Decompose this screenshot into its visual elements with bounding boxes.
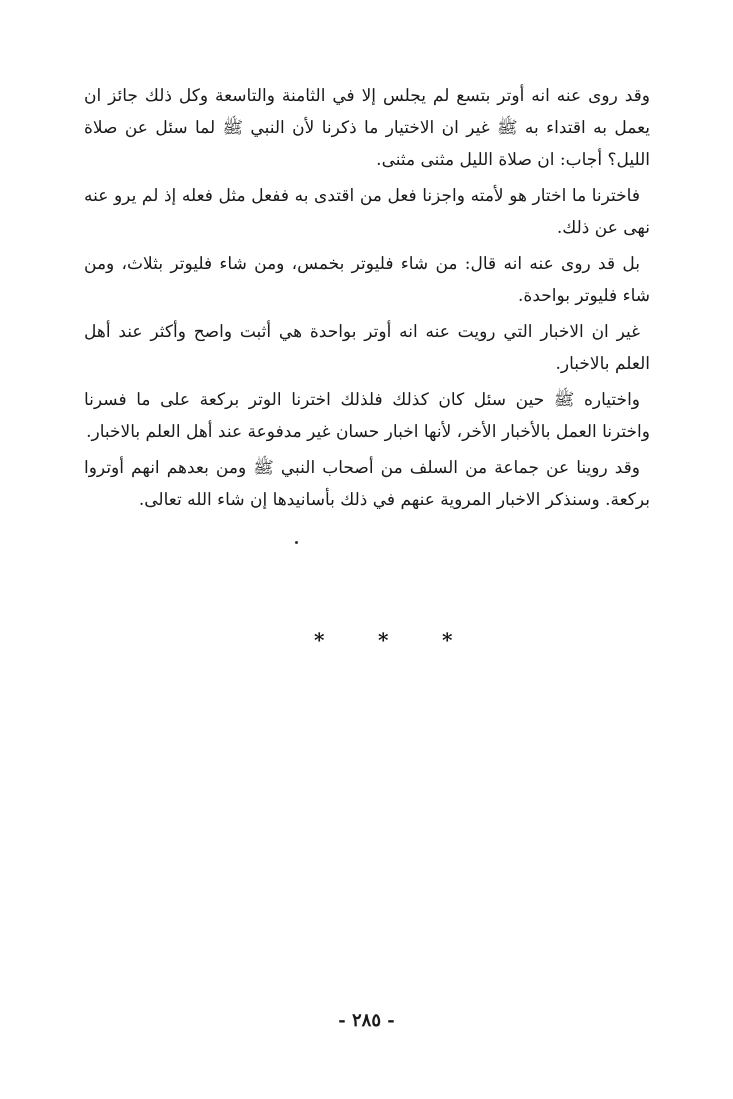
section-separator	[300, 628, 470, 652]
stray-dot	[295, 541, 298, 544]
paragraph-6: وقد روينا عن جماعة من السلف من أصحاب النبي ﷺ ومن بعدهم انهم أوتروا بركعة. وسنذكر الاخبار المروية عنهم في ذلك بأسانيدها إن شاء الله تعالى.	[84, 458, 650, 510]
separator-star-icon: *	[442, 628, 453, 652]
separator-star-icon: *	[378, 628, 389, 652]
paragraph-2: فاخترنا ما اختار هو لأمته واجزنا فعل من اقتدى به ففعل مثل فعله إذ لم يرو عنه نهى عن ذلك.	[84, 186, 650, 238]
paragraph-4: غير ان الاخبار التي رويت عنه انه أوتر بواحدة هي أثبت واصح وأكثر عند أهل العلم بالاخبار.	[84, 322, 650, 374]
paragraph-1: وقد روى عنه انه أوتر بتسع لم يجلس إلا في الثامنة والتاسعة وكل ذلك جائز ان يعمل به اقتداء به ﷺ غير ان الاختيار ما ذكرنا لأن النبي ﷺ لما سئل عن صلاة الليل؟ أجاب: ان صلاة الليل مثنى مثنى.	[84, 86, 650, 170]
separator-star-icon: *	[314, 628, 325, 652]
page-number: - ٢٨٥ -	[338, 1010, 395, 1031]
paragraph-5: واختياره ﷺ حين سئل كان كذلك فلذلك اخترنا الوتر بركعة على ما فسرنا واخترنا العمل بالأخبار الأخر، لأنها اخبار حسان غير مدفوعة عند أهل العلم بالاخبار.	[84, 390, 650, 442]
paragraph-3: بل قد روى عنه انه قال: من شاء فليوتر بخمس، ومن شاء فليوتر بثلاث، ومن شاء فليوتر بواحدة.	[84, 254, 650, 306]
body-text	[84, 80, 650, 520]
